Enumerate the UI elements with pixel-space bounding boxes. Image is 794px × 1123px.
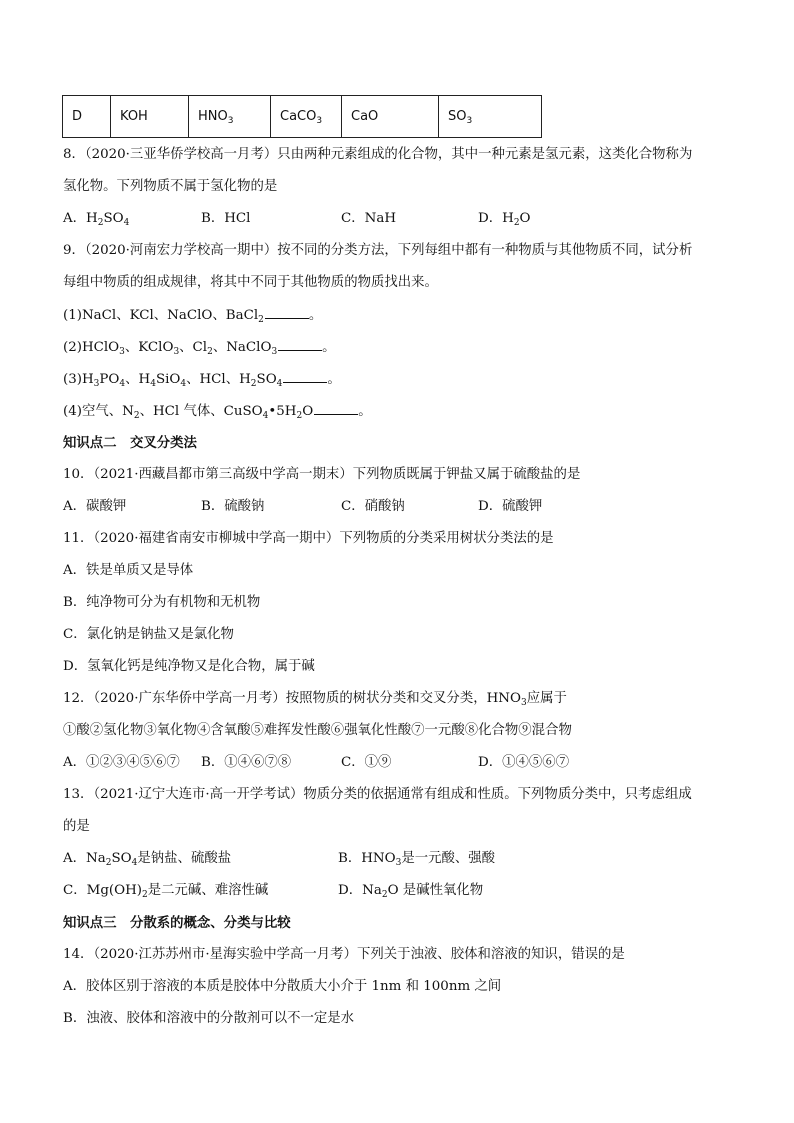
question-12-choices: ①酸②氢化物③氧化物④含氧酸⑤难挥发性酸⑥强氧化性酸⑦一元酸⑧化合物⑨混合物	[63, 723, 572, 738]
table-row	[63, 96, 542, 138]
option-d[interactable]: D．氢氧化钙是纯净物又是化合物，属于碱	[63, 659, 315, 674]
table-cell: $HNO_3$	[189, 96, 271, 138]
question-13-stem: 13．（2021·辽宁大连市·高一开学考试）物质分类的依据通常有组成和性质。下列物质分类中，只考虑组成	[63, 787, 692, 802]
question-9-part-4: (4)空气、$N_2$、HCl 气体、$CuSO_4•5H_2O$ 。	[63, 404, 372, 421]
option-d[interactable]: D．$Na_2O$ 是碱性氧化物	[338, 883, 484, 900]
option-b[interactable]: B．$HNO_3$是一元酸、强酸	[338, 851, 496, 868]
table-cell: CaCO$_3$	[271, 96, 342, 138]
section-heading-3: 知识点三 分散系的概念、分类与比较	[63, 915, 291, 931]
option-c[interactable]: C．氯化钠是钠盐又是氯化物	[63, 627, 234, 642]
question-14-stem: 14．（2020·江苏苏州市·星海实验中学高一月考）下列关于浊液、胶体和溶液的知识，错误的是	[63, 947, 625, 962]
option-a[interactable]: A．胶体区别于溶液的本质是胶体中分散质大小介于 1nm 和 100nm 之间	[63, 979, 502, 994]
option-a[interactable]: A．$H_2SO_4$	[63, 211, 130, 228]
question-11-stem: 11．（2020·福建省南安市柳城中学高一期中）下列物质的分类采用树状分类法的是	[63, 531, 554, 546]
option-b[interactable]: B．硫酸钠	[201, 499, 265, 514]
question-13-options-row2	[63, 882, 483, 900]
question-9-part-2: (2)HClO$_3$、KClO$_3$、$Cl_2$、NaClO$_3$ 。	[63, 340, 336, 357]
question-8-stem: 8．（2020·三亚华侨学校高一月考）只由两种元素组成的化合物，其中一种元素是氢元素，这类化合物称为	[63, 147, 693, 162]
question-10-stem: 10．（2021·西藏昌都市第三高级中学高一期末）下列物质既属于钾盐又属于硫酸盐的是	[63, 467, 581, 482]
table-cell: $SO_3$	[439, 96, 542, 138]
question-12-options	[63, 754, 569, 772]
option-d[interactable]: D．$H_2O$	[478, 211, 531, 228]
question-9-part-1: (1)NaCl、KCl、NaClO、BaCl$_2$ 。	[63, 308, 323, 325]
option-a[interactable]: A．铁是单质又是导体	[63, 563, 194, 578]
table-cell: KOH	[111, 96, 189, 138]
option-d[interactable]: D．①④⑤⑥⑦	[478, 755, 570, 770]
section-heading-2: 知识点二 交叉分类法	[63, 435, 197, 451]
option-b[interactable]: B．①④⑥⑦⑧	[201, 755, 292, 770]
option-b[interactable]: B．浊液、胶体和溶液中的分散剂可以不一定是水	[63, 1011, 355, 1026]
option-c[interactable]: C．①⑨	[341, 755, 392, 770]
table-cell: CaO	[342, 96, 439, 138]
question-8-options	[63, 210, 531, 228]
option-c[interactable]: C．$Mg(OH)_2$是二元碱、难溶性碱	[63, 883, 269, 900]
answer-blank[interactable]	[278, 338, 322, 351]
option-c[interactable]: C．硝酸钠	[341, 499, 405, 514]
question-9-stem: 9．（2020·河南宏力学校高一期中）按不同的分类方法，下列每组中都有一种物质与其他物质不同，试分析	[63, 243, 693, 258]
classification-table	[62, 95, 542, 138]
question-13-options-row1	[63, 850, 495, 868]
table-cell: D	[63, 96, 111, 138]
answer-blank[interactable]	[314, 402, 358, 415]
option-d[interactable]: D．硫酸钾	[478, 499, 543, 514]
option-a[interactable]: A．$Na_2SO_4$是钠盐、硫酸盐	[63, 851, 232, 868]
question-13-stem-cont: 的是	[63, 819, 90, 834]
option-a[interactable]: A．碳酸钾	[63, 499, 127, 514]
question-8-stem-cont: 氢化物。下列物质不属于氢化物的是	[63, 179, 278, 194]
question-9-stem-cont: 每组中物质的组成规律，将其中不同于其他物质的物质找出来。	[63, 275, 438, 290]
option-c[interactable]: C．NaH	[341, 211, 397, 226]
question-12-stem: 12．（2020·广东华侨中学高一月考）按照物质的树状分类和交叉分类，$HNO_3$应属于	[63, 691, 567, 708]
question-10-options	[63, 498, 542, 516]
answer-blank[interactable]	[265, 306, 309, 319]
option-a[interactable]: A．①②③④⑤⑥⑦	[63, 755, 180, 770]
question-9-part-3: $(3)H_3PO_4$、$H_4SiO_4$、HCl、$H_2SO_4$ 。	[63, 372, 341, 389]
option-b[interactable]: B．纯净物可分为有机物和无机物	[63, 595, 261, 610]
answer-blank[interactable]	[283, 370, 327, 383]
option-b[interactable]: B．HCl	[201, 211, 251, 226]
